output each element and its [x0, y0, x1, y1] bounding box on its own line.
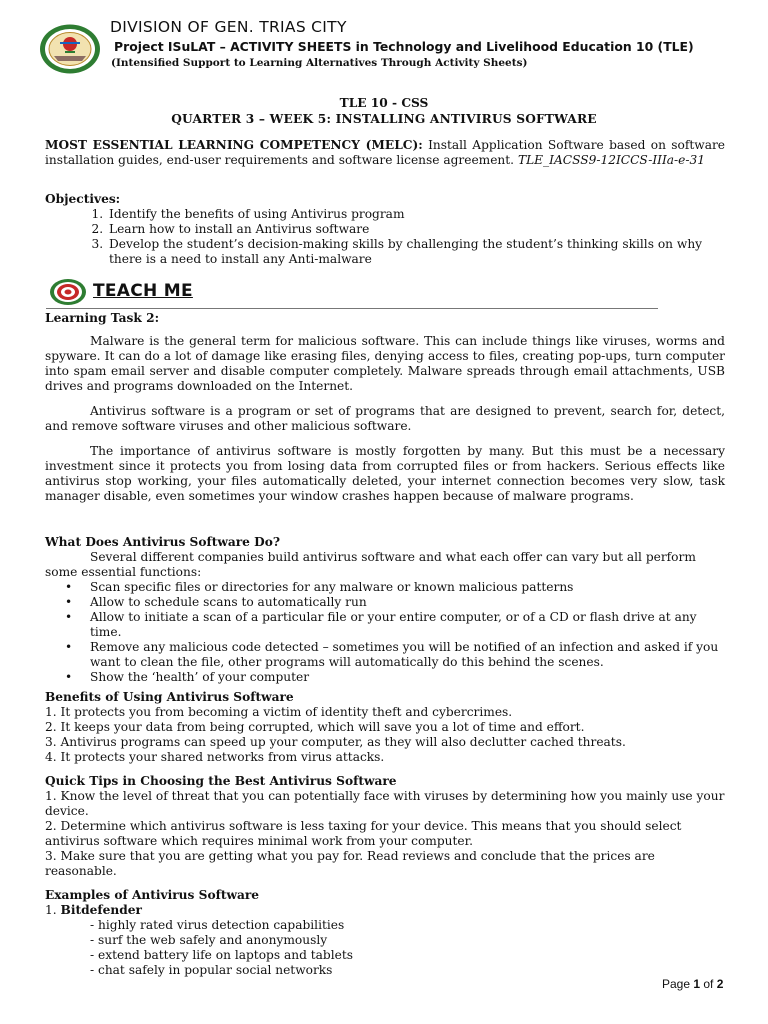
feature-item: - highly rated virus detection capabilities — [90, 918, 345, 932]
feature-item: - surf the web safely and anonymously — [90, 933, 328, 947]
paragraph: Malware is the general term for malicious software. This can include things like viruses, worms and spyware. It can do a lot of damage like erasing files, denying access to files, creating pop-ups, turn computer into spam email server and disable computer completely. Malware spreads through email attachments, USB drives and programs downloaded on the Internet. — [45, 334, 725, 393]
feature-item: - chat safely in popular social networks — [90, 963, 333, 977]
list-item: 2. It keeps your data from being corrupted, which will save you a lot of time and effort. — [45, 720, 585, 734]
what-antivirus-does-section — [45, 535, 725, 685]
lesson-paragraphs — [45, 334, 725, 514]
list-item: 3. Antivirus programs can speed up your computer, as they will also declutter cached threats. — [45, 735, 626, 749]
subject-title: TLE 10 - CSS — [339, 96, 429, 110]
example-item — [45, 903, 725, 918]
teach-me-banner — [46, 278, 658, 309]
list-item: • Allow to initiate a scan of a particular file or your entire computer, or of a CD or flash drive at any time. — [90, 610, 725, 640]
melc-text: Install Application Software based on software installation guides, end-user requirements and software license agreement. — [45, 138, 725, 167]
section-heading: What Does Antivirus Software Do? — [45, 535, 280, 549]
list-item: 2. Determine which antivirus software is less taxing for your device. This means that you should select antivirus software which requires minimal work from your computer. — [45, 819, 682, 848]
section-heading: Examples of Antivirus Software — [45, 888, 260, 902]
objectives-heading: Objectives: — [45, 192, 121, 206]
page-of: of — [700, 977, 717, 991]
tips-section — [45, 774, 725, 879]
list-item: 1. It protects you from becoming a victim of identity theft and cybercrimes. — [45, 705, 513, 719]
melc-paragraph — [45, 138, 725, 168]
page-word: Page — [662, 977, 694, 991]
section-heading: Benefits of Using Antivirus Software — [45, 690, 294, 704]
document-header — [110, 16, 750, 71]
functions-list — [45, 580, 725, 685]
page-number — [662, 977, 723, 991]
list-item: • Allow to schedule scans to automatically run — [90, 595, 725, 610]
list-item: 1. Know the level of threat that you can potentially face with viruses by determining how you mainly use your device. — [45, 789, 725, 818]
division-name: DIVISION OF GEN. TRIAS CITY — [110, 18, 347, 36]
lesson-title: QUARTER 3 – WEEK 5: INSTALLING ANTIVIRUS SOFTWARE — [171, 112, 597, 126]
project-subtitle: (Intensified Support to Learning Alternatives Through Activity Sheets) — [111, 57, 528, 69]
section-heading: Quick Tips in Choosing the Best Antivirus Software — [45, 774, 397, 788]
teach-me-label: TEACH ME — [93, 281, 193, 301]
paragraph: Antivirus software is a program or set of programs that are designed to prevent, search for, detect, and remove software viruses and other malicious software. — [45, 404, 725, 433]
melc-code: TLE_IACSS9-12ICCS-IIIa-e-31 — [517, 153, 705, 167]
example-name: Bitdefender — [60, 903, 142, 917]
list-item: 4. It protects your shared networks from virus attacks. — [45, 750, 385, 764]
page-current: 1 — [693, 977, 701, 991]
objective-item: 1. Identify the benefits of using Antivirus program — [107, 207, 725, 222]
objectives-list — [45, 207, 725, 267]
list-item: • Show the ‘health’ of your computer — [90, 670, 725, 685]
melc-label: MOST ESSENTIAL LEARNING COMPETENCY (MELC): — [45, 138, 423, 152]
feature-item: - extend battery life on laptops and tablets — [90, 948, 353, 962]
objective-item: 2. Learn how to install an Antivirus software — [107, 222, 725, 237]
page-total: 2 — [716, 977, 724, 991]
paragraph: The importance of antivirus software is mostly forgotten by many. But this must be a necessary investment since it protects you from losing data from corrupted files or from hackers. Serious effects like antivirus stop working, your files automatically deleted, your internet connection becomes very slow, task manager disable, even sometimes your window crashes happen because of malware programs. — [45, 444, 725, 503]
list-item: • Remove any malicious code detected – sometimes you will be notified of an infection and asked if you want to clean the file, other programs will automatically do this behind the scenes. — [90, 640, 725, 670]
objective-item: 3. Develop the student’s decision-making skills by challenging the student’s thinking skills on why there is a need to install any Anti-malware — [107, 237, 725, 267]
examples-section — [45, 888, 725, 978]
benefits-section — [45, 690, 725, 765]
list-item: • Scan specific files or directories for any malware or known malicious patterns — [90, 580, 725, 595]
example-number: 1. — [45, 903, 61, 917]
division-seal-logo — [38, 23, 102, 75]
list-item: 3. Make sure that you are getting what you pay for. Read reviews and conclude that the prices are reasonable. — [45, 849, 655, 878]
project-title: Project ISuLAT – ACTIVITY SHEETS in Technology and Livelihood Education 10 (TLE) — [114, 39, 694, 54]
learning-task-heading: Learning Task 2: — [45, 311, 160, 325]
section-intro: Several different companies build antivirus software and what each offer can vary but all perform some essential functions: — [45, 550, 696, 579]
target-icon — [48, 278, 88, 306]
objectives-section — [45, 192, 725, 267]
